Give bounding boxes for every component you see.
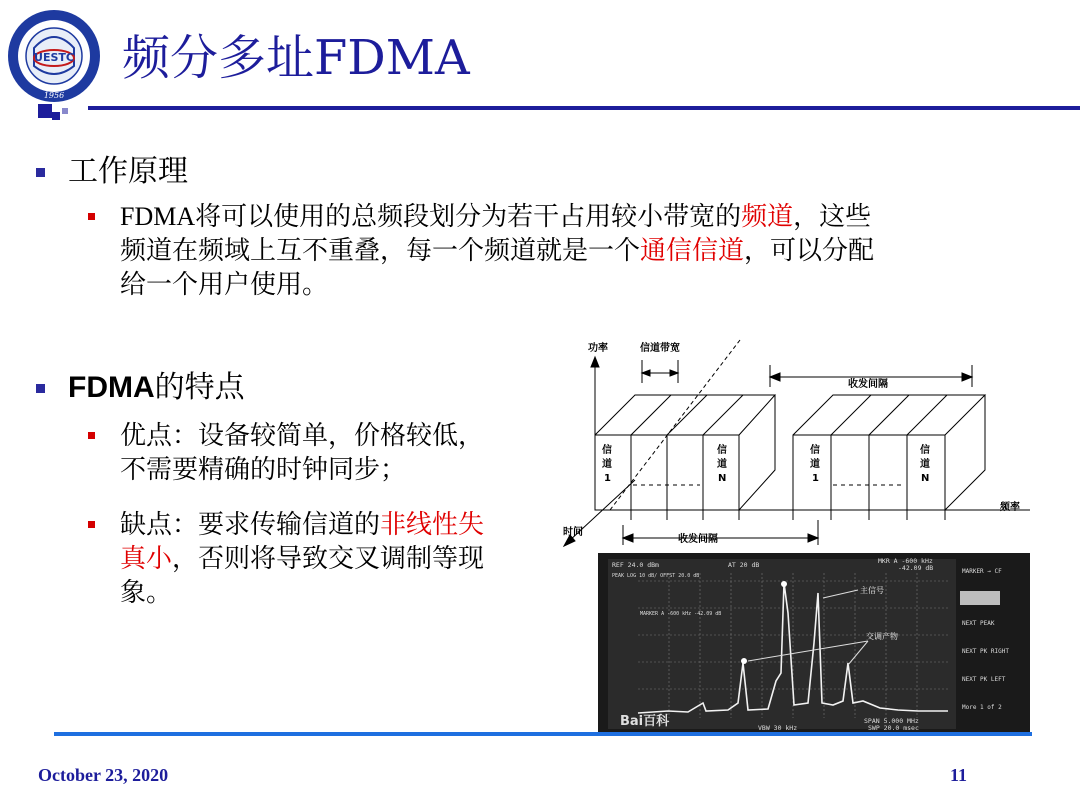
channel-Na-char1: 信 [717, 445, 727, 456]
sub-bullet-square-icon [88, 521, 95, 528]
frequency-label: 频率 [1000, 502, 1020, 513]
channel-group-2 [793, 395, 985, 510]
spectrum-analyzer-screen [598, 553, 1030, 735]
softkey-next-pk-left: NEXT PK LEFT [962, 676, 1006, 683]
channel-Na-num: N [718, 473, 727, 484]
keyword-channel: 频道 [741, 202, 794, 232]
softkey-next-pk-right: NEXT PK RIGHT [962, 648, 1009, 655]
softkey-more: More 1 of 2 [962, 704, 1002, 711]
keyword-nonlinear-distortion: 非线性失 [380, 510, 485, 540]
channel-1b-num: 1 [812, 473, 819, 484]
principle-line3-text: 给一个用户使用。 [120, 270, 329, 300]
logo-year: 1956 [43, 91, 65, 100]
features-heading-bold: FDMA [68, 371, 155, 404]
channel-Nb-char2: 道 [920, 459, 930, 470]
channel-group-1 [595, 395, 775, 510]
bullet-square-icon [36, 384, 45, 393]
softkey-next-peak: NEXT PEAK [962, 620, 995, 627]
left-params-text: PEAK LOG 10 dB/ OFFST 20.0 dB [612, 573, 700, 579]
sweep-text: SWP 20.0 msec [868, 724, 919, 732]
channel-Na-char2: 道 [717, 459, 727, 470]
fdma-channel-diagram [560, 335, 1040, 550]
bandwidth-label: 信道带宽 [640, 343, 680, 354]
principle-line2-text: 频道在频域上互不重叠，每一个频道就是一个 [120, 236, 641, 266]
slide-title: 频分多址FDMA [122, 30, 470, 86]
principle-line2-end: ，可以分配 [744, 236, 875, 266]
bullet-square-icon [36, 168, 45, 177]
channel-1b-char2: 道 [810, 459, 820, 470]
university-logo [6, 8, 102, 104]
vbw-text: VBW 30 kHz [758, 724, 798, 732]
footer-divider [54, 732, 1032, 736]
features-heading-rest: 的特点 [154, 370, 245, 405]
keyword-small: 真小 [120, 544, 173, 574]
advantages-line1: 优点：设备较简单，价格较低， [120, 421, 485, 451]
main-signal-label: 主信号 [860, 586, 884, 595]
marker-box-text: MARKER A -600 kHz -42.09 dB [640, 611, 722, 617]
sub-bullet-square-icon [88, 432, 95, 439]
page-number: 11 [950, 765, 968, 785]
bullet-heading: 工作原理 [68, 154, 188, 189]
keyword-comm-channel: 通信信道 [640, 236, 745, 266]
advantages-line2: 不需要精确的时钟同步； [120, 455, 407, 485]
power-axis-arrow-icon [591, 357, 599, 367]
baidu-watermark: Bai百科 [620, 714, 670, 729]
disadvantages-line2: ，否则将导致交叉调制等现 [172, 544, 485, 574]
time-label: 时间 [563, 527, 583, 538]
sub-bullet-square-icon [88, 213, 95, 220]
footer-date: October 23, 2020 [38, 765, 169, 785]
principle-text [120, 200, 874, 302]
channel-Nb-char1: 信 [920, 445, 930, 456]
features-heading [68, 369, 245, 407]
attenuation-text: AT 20 dB [728, 561, 760, 569]
principle-line1-end: ，这些 [793, 202, 872, 232]
channel-1a-num: 1 [604, 473, 611, 484]
disadvantages-line1: 缺点：要求传输信道的 [120, 510, 381, 540]
channel-1b-char1: 信 [810, 445, 820, 456]
softkey-marker-cf: MARKER → CF [962, 568, 1002, 575]
logo-text: UESTC [34, 51, 74, 64]
channel-Nb-num: N [921, 473, 930, 484]
duplex-label-top: 收发间隔 [848, 379, 888, 390]
ref-level-text: REF 24.0 dBm [612, 561, 659, 569]
intermod-label: 交调产物 [866, 632, 898, 641]
marker-delta-value: -42.09 dB [898, 564, 934, 572]
channel-1a-char2: 道 [602, 459, 612, 470]
principle-line1-text: FDMA将可以使用的总频段划分为若干占用较小带宽的 [120, 202, 742, 231]
duplex-label-bottom: 收发间隔 [678, 534, 718, 545]
marker-delta-text: MKR A -600 kHz [878, 557, 933, 565]
channel-1a-char1: 信 [602, 445, 612, 456]
title-underline [88, 106, 1080, 110]
power-label: 功率 [588, 343, 608, 354]
disadvantages-line3: 象。 [120, 578, 173, 608]
span-text: SPAN 5.000 MHz [864, 717, 919, 725]
